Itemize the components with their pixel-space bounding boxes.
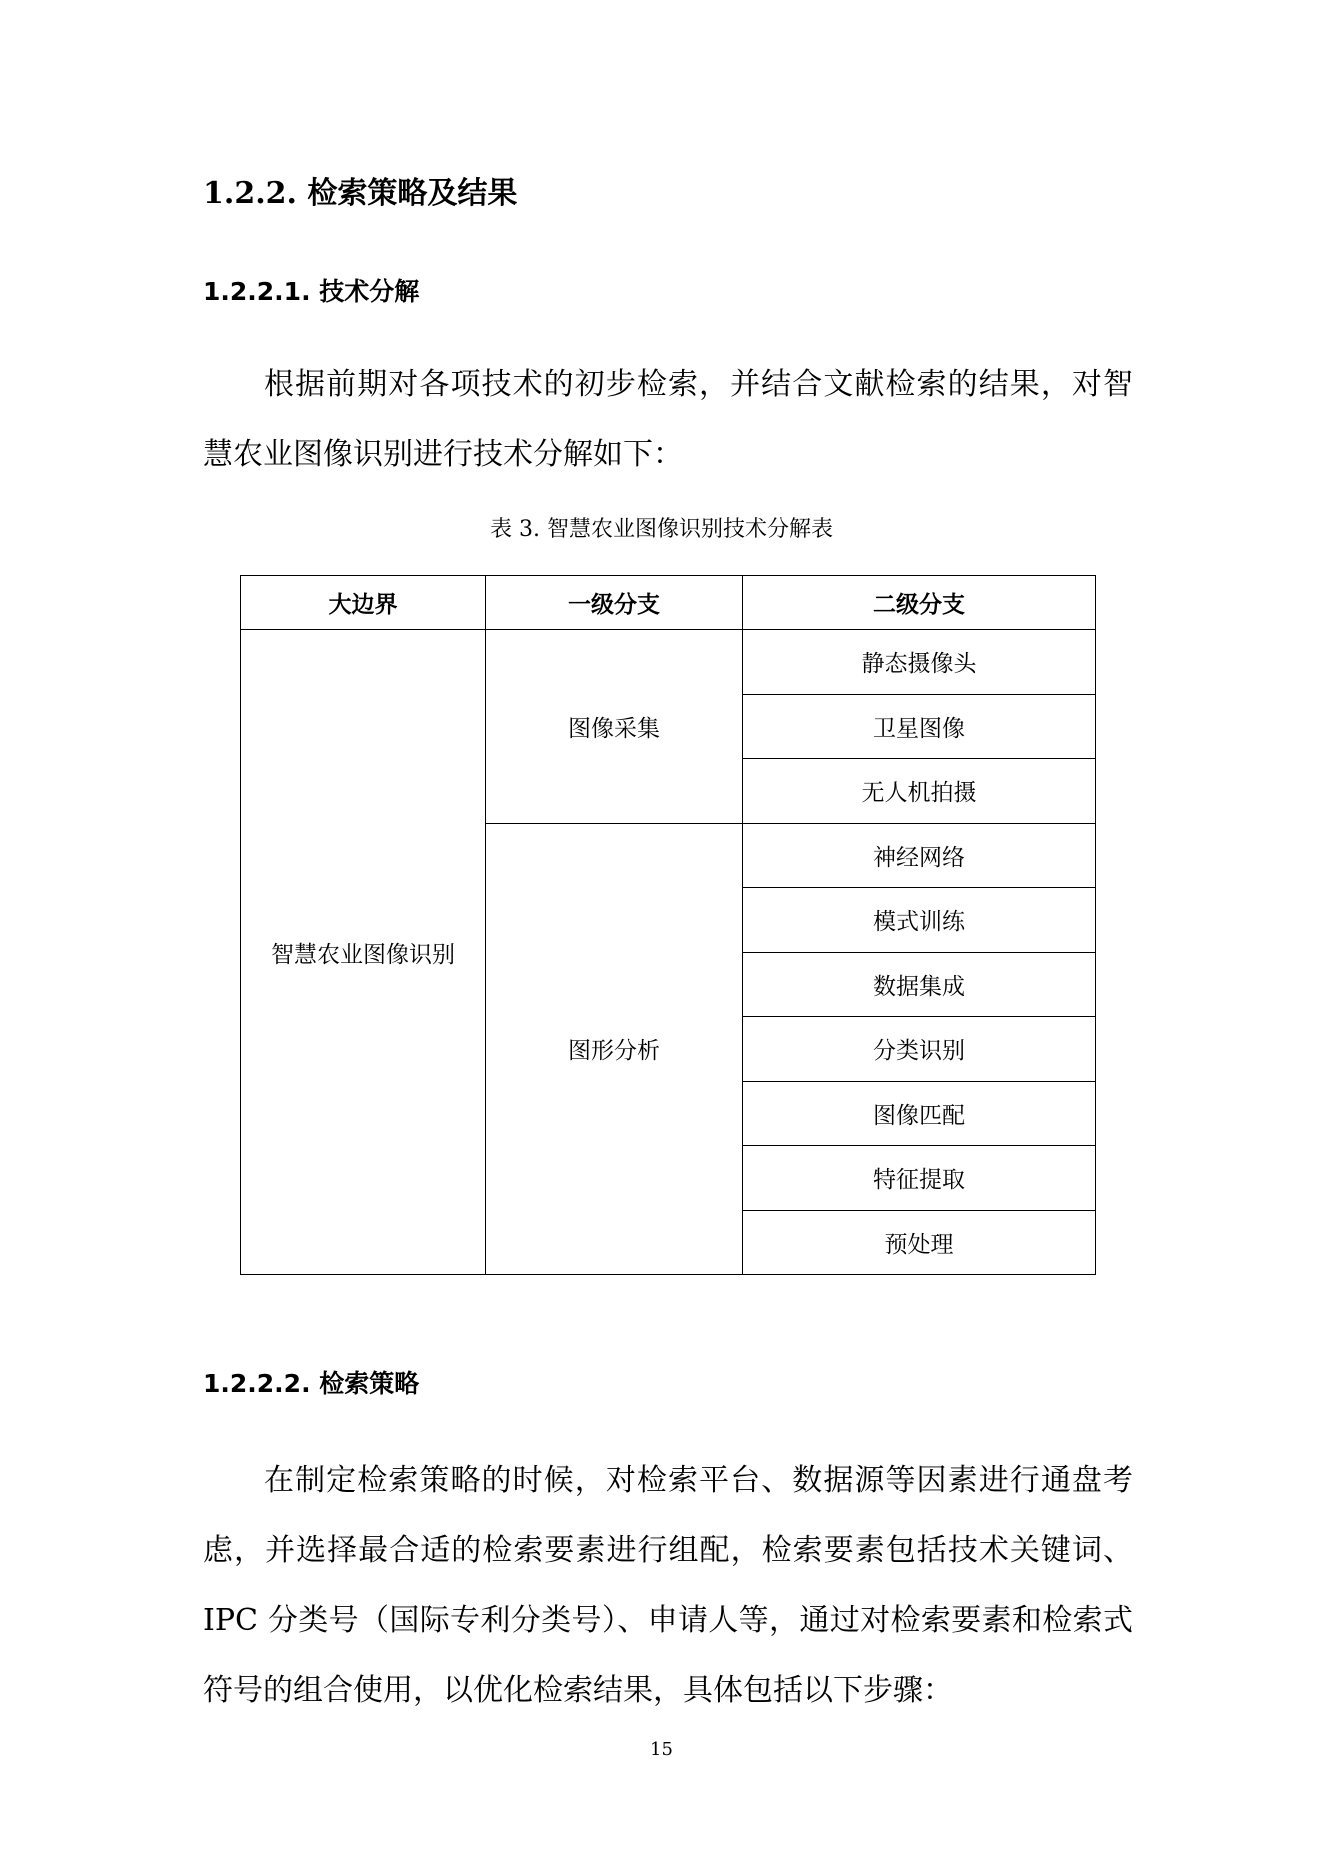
subbranch-cell: 静态摄像头 [743, 630, 1096, 695]
subbranch-cell: 分类识别 [743, 1017, 1096, 1082]
subbranch-cell: 预处理 [743, 1210, 1096, 1275]
intro-paragraph: 根据前期对各项技术的初步检索，并结合文献检索的结果，对智慧农业图像识别进行技术分解如下： [203, 367, 1133, 472]
subbranch-cell: 特征提取 [743, 1146, 1096, 1211]
boundary-cell: 智慧农业图像识别 [241, 630, 486, 1275]
tech-decomposition-table [240, 575, 1096, 1275]
subbranch-cell: 图像匹配 [743, 1081, 1096, 1146]
branch1-cell: 图像采集 [486, 630, 743, 824]
table-caption: 表 3. 智慧农业图像识别技术分解表 [490, 517, 833, 542]
page-number: 15 [650, 1739, 673, 1760]
section-heading: 1.2.2. 检索策略及结果 [203, 176, 518, 211]
subsection-heading-tech-decomposition: 1.2.2.1. 技术分解 [203, 277, 420, 306]
header-level1-branch: 一级分支 [486, 576, 743, 630]
subbranch-cell: 无人机拍摄 [743, 759, 1096, 824]
subsection-heading-search-strategy: 1.2.2.2. 检索策略 [203, 1369, 420, 1398]
subbranch-cell: 神经网络 [743, 823, 1096, 888]
strategy-paragraph: 在制定检索策略的时候，对检索平台、数据源等因素进行通盘考虑，并选择最合适的检索要素进行组配，检索要素包括技术关键词、IPC 分类号（国际专利分类号）、申请人等，通过对检索要素和检索式符号的组合使用，以优化检索结果，具体包括以下步骤： [203, 1463, 1133, 1708]
table-header-row [241, 576, 1096, 630]
header-level2-branch: 二级分支 [743, 576, 1096, 630]
subbranch-cell: 数据集成 [743, 952, 1096, 1017]
subbranch-cell: 模式训练 [743, 888, 1096, 953]
subbranch-cell: 卫星图像 [743, 694, 1096, 759]
header-boundary: 大边界 [241, 576, 486, 630]
branch2-cell: 图形分析 [486, 823, 743, 1275]
table-row [241, 630, 1096, 695]
